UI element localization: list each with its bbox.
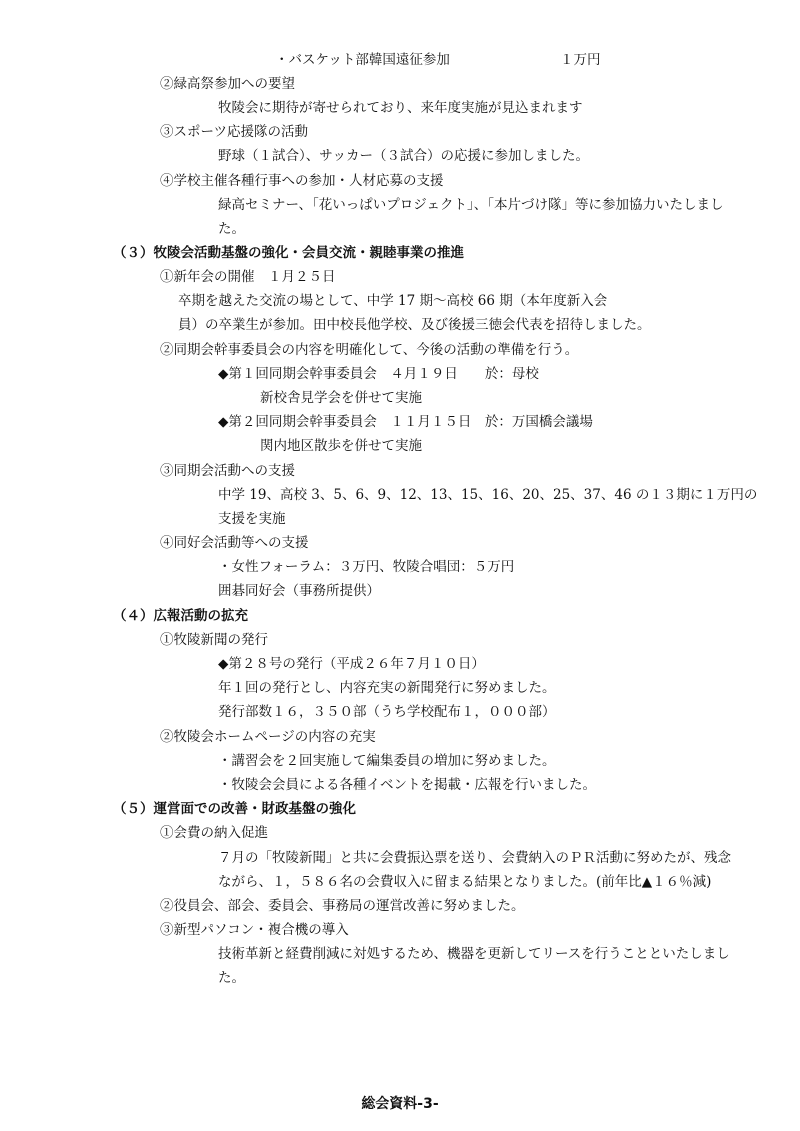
budget-amount: １万円	[560, 52, 601, 68]
page-footer: 総会資料-3-	[361, 1096, 439, 1112]
body-text: ・女性フォーラム：３万円、牧陵合唱団：５万円	[218, 559, 515, 575]
section-heading: （３）牧陵会活動基盤の強化・会員交流・親睦事業の推進	[113, 245, 464, 261]
sub-heading: ②役員会、部会、委員会、事務局の運営改善に努めました。	[160, 898, 525, 914]
body-text: ◆第２８号の発行（平成２６年７月１０日）	[218, 656, 485, 672]
meeting-entry: ◆第１回同期会幹事委員会 ４月１９日 於：母校	[218, 366, 539, 382]
body-text: ・講習会を２回実施して編集委員の増加に努めました。	[218, 753, 556, 769]
sub-heading: ①新年会の開催 １月２５日	[160, 269, 336, 285]
sub-heading: ②緑高祭参加への要望	[160, 76, 295, 92]
body-text: 中学 19、高校 3、5、6、9、12、13、15、16、20、25、37、46 の１３期に１万円の	[218, 487, 758, 503]
body-text: 年１回の発行とし、内容充実の新聞発行に努めました。	[218, 680, 556, 696]
sub-heading: ②牧陵会ホームページの内容の充実	[160, 729, 376, 745]
sub-heading: ②同期会幹事委員会の内容を明確化して、今後の活動の準備を行う。	[160, 342, 579, 358]
body-text: 技術革新と経費削減に対処するため、機器を更新してリースを行うことといたしまし	[218, 946, 730, 962]
body-text: ながら、１，５８６名の会費収入に留まる結果となりました。(前年比▲１６％減)	[218, 874, 712, 890]
budget-item-basketball: ・バスケット部韓国遠征参加	[275, 52, 450, 68]
body-text: 野球（１試合）、サッカー（３試合）の応援に参加しました。	[218, 148, 589, 164]
body-text: た。	[218, 970, 245, 986]
body-text: 卒期を越えた交流の場として、中学 17 期～高校 66 期（本年度新入会	[178, 293, 608, 309]
sub-heading: ③同期会活動への支援	[160, 463, 295, 479]
sub-heading: ③スポーツ応援隊の活動	[160, 124, 308, 140]
sub-heading: ④学校主催各種行事への参加・人材応募の支援	[160, 173, 444, 189]
sub-heading: ④同好会活動等への支援	[160, 535, 309, 551]
body-text: 囲碁同好会（事務所提供）	[218, 583, 380, 599]
sub-heading: ③新型パソコン・複合機の導入	[160, 922, 349, 938]
body-text: ７月の「牧陵新聞」と共に会費振込票を送り、会費納入のＰＲ活動に努めたが、残念	[218, 850, 731, 866]
body-text: た。	[218, 221, 245, 237]
meeting-note: 関内地区散歩を併せて実施	[260, 438, 422, 454]
body-text: 緑高セミナー、「花いっぱいプロジェクト」、「本片づけ隊」等に参加協力いたしまし	[218, 197, 724, 213]
meeting-entry: ◆第２回同期会幹事委員会 １１月１５日 於：万国橋会議場	[218, 414, 593, 430]
section-heading: （４）広報活動の拡充	[113, 608, 248, 624]
sub-heading: ①会費の納入促進	[160, 825, 268, 841]
body-text: 発行部数１６，３５０部（うち学校配布１，０００部）	[218, 704, 556, 720]
body-text: ・牧陵会会員による各種イベントを掲載・広報を行いました。	[218, 777, 596, 793]
body-text: 員）の卒業生が参加。田中校長他学校、及び後援三徳会代表を招待しました。	[178, 317, 651, 333]
sub-heading: ①牧陵新聞の発行	[160, 632, 268, 648]
section-heading: （５）運営面での改善・財政基盤の強化	[113, 801, 356, 817]
body-text: 牧陵会に期待が寄せられており、来年度実施が見込まれます	[218, 100, 583, 116]
meeting-note: 新校舎見学会を併せて実施	[260, 390, 422, 406]
body-text: 支援を実施	[218, 511, 286, 527]
